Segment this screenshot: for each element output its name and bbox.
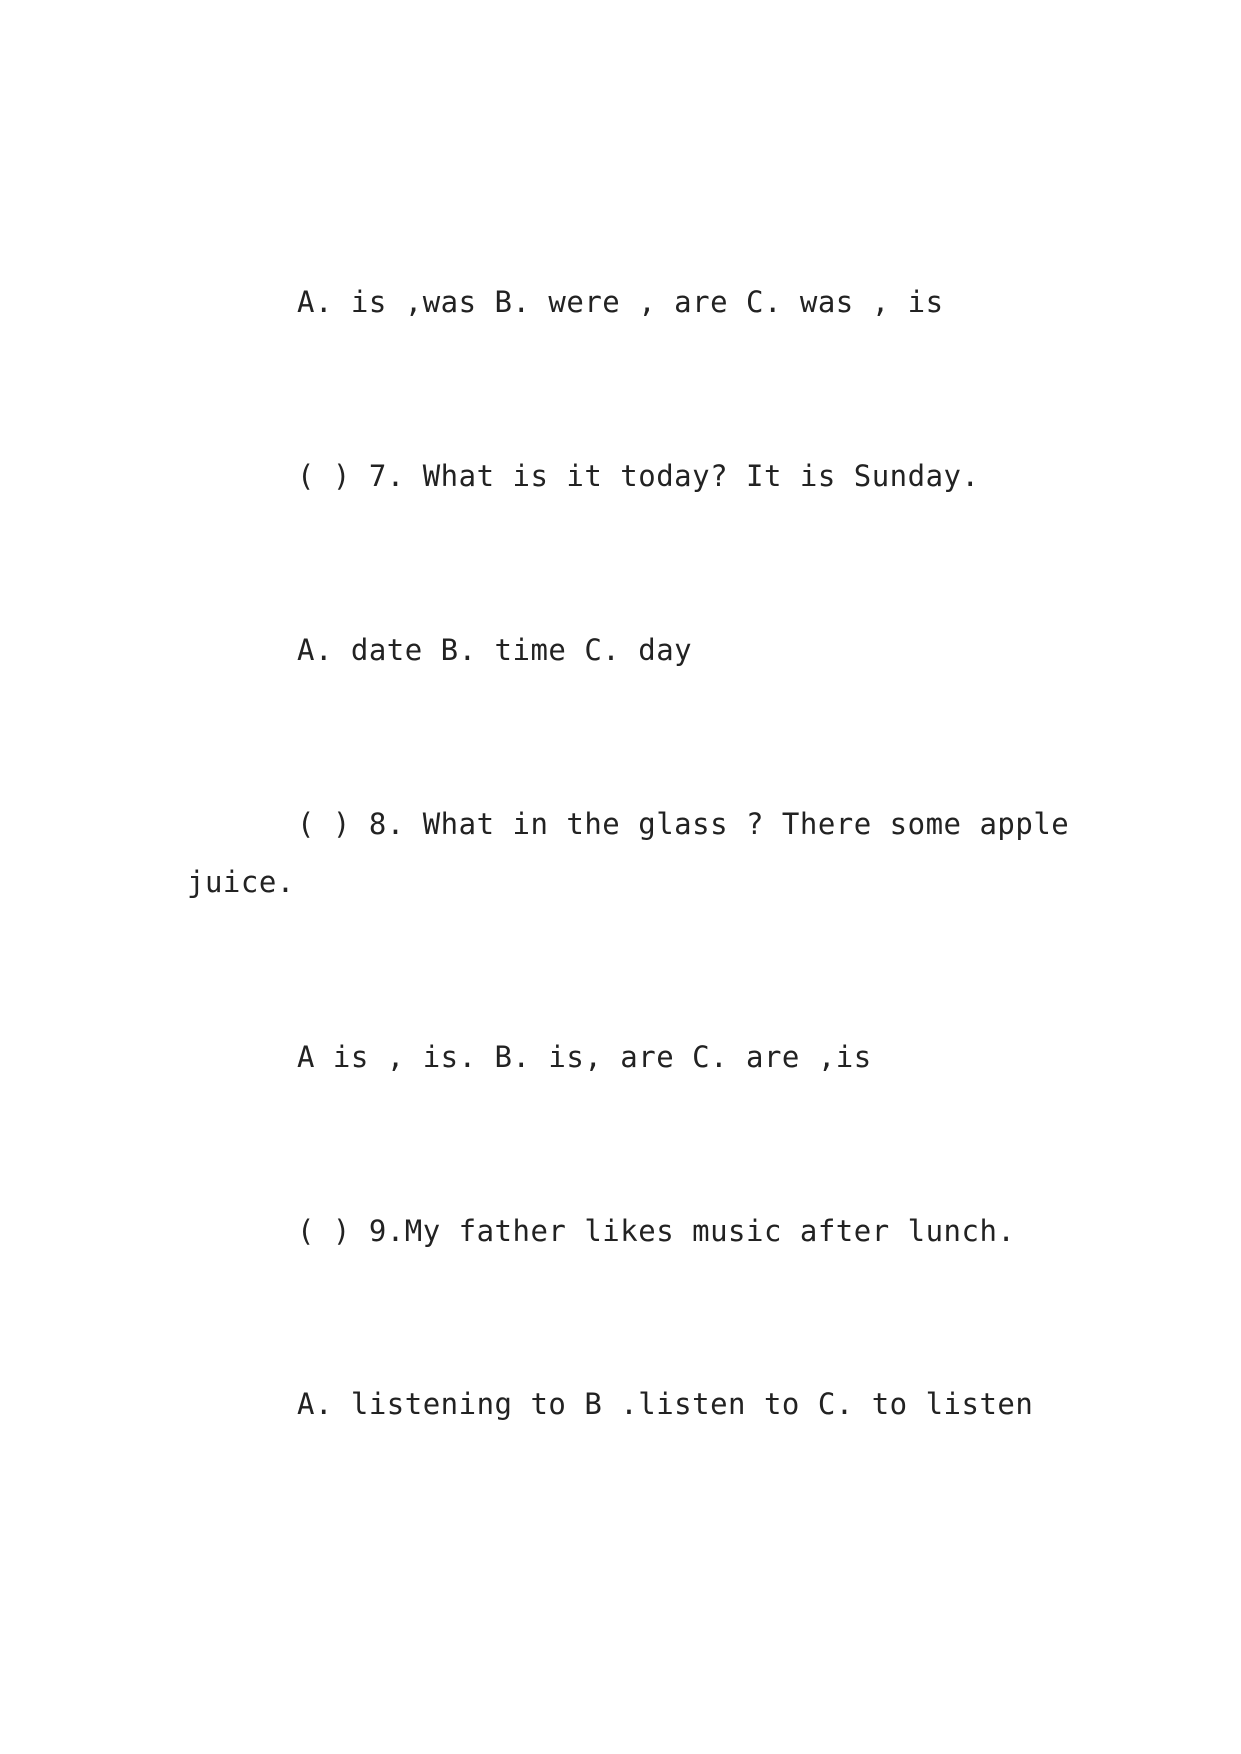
question-8-continuation: juice. [187, 865, 295, 899]
question-9: ( ) 9.My father likes music after lunch. [297, 1214, 1016, 1248]
answer-options-q7: A. date B. time C. day [297, 633, 693, 667]
question-8: ( ) 8. What in the glass ? There some apple [297, 807, 1070, 841]
answer-options-q9: A. listening to B .listen to C. to listen [297, 1387, 1034, 1421]
answer-options-q8: A is , is. B. is, are C. are ,is [297, 1040, 872, 1074]
answer-options-q6: A. is ,was B. were , are C. was , is [297, 285, 944, 319]
question-7: ( ) 7. What is it today? It is Sunday. [297, 459, 980, 493]
